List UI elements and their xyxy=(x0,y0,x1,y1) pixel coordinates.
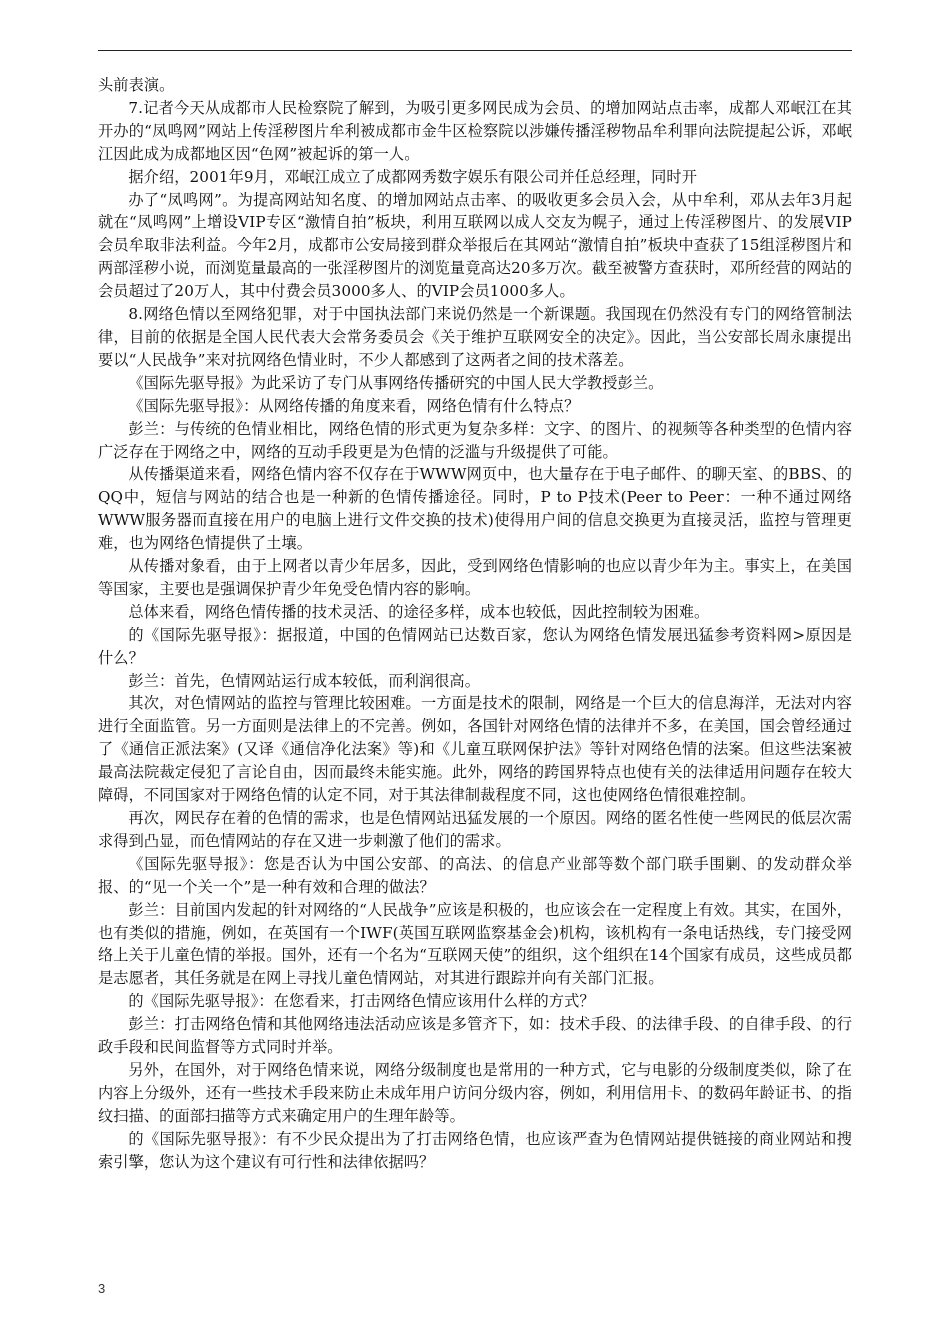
paragraph: 从传播对象看，由于上网者以青少年居多，因此，受到网络色情影响的也应以青少年为主。事实上，在美国等国家，主要也是强调保护青少年免受色情内容的影响。 xyxy=(98,557,852,598)
paragraph: 《国际先驱导报》：从网络传播的角度来看，网络色情有什么特点？ xyxy=(128,396,580,415)
paragraph: 其次，对色情网站的监控与管理比较困难。一方面是技术的限制，网络是一个巨大的信息海洋，无法对内容进行全面监管。另一方面则是法律上的不完善。例如，各国针对网络色情的法律并不多，在美国，国会曾经通过了《通信正派法案》(又译《通信净化法案》等)和《儿童互联网保护法》等针对网络色情的法案。但这些法案被最高法院裁定侵犯了言论自由，因而最终未能实施。此外，网络的跨国界特点也使有关的法律适用问题存在较大障碍，不同国家对于网络色情的认定不同，对于其法律制裁程度不同，这也使网络色情很难控制。 xyxy=(98,694,852,805)
paragraph: 《国际先驱导报》为此采访了专门从事网络传播研究的中国人民大学教授彭兰。 xyxy=(128,373,664,392)
paragraph: 的《国际先驱导报》：据报道，中国的色情网站已达数百家，您认为网络色情发展迅猛参考资料网>原因是什么？ xyxy=(98,625,852,667)
header-rule xyxy=(98,50,852,51)
paragraph: 头前表演。 xyxy=(98,76,175,94)
paragraph: 彭兰：与传统的色情业相比，网络色情的形式更为复杂多样：文字、的图片、的视频等各种类型的色情内容广泛存在于网络之中，网络的互动手段更是为色情的泛滥与升级提供了可能。 xyxy=(98,419,852,461)
paragraph: 7.记者今天从成都市人民检察院了解到，为吸引更多网民成为会员、的增加网站点击率，成都人邓岷江在其开办的“凤鸣网”网站上传淫秽图片牟利被成都市金牛区检察院以涉嫌传播淫秽物品牟利罪向法院提起公诉，邓岷江因此成为成都地区因“色网”被起诉的第一人。 xyxy=(98,98,852,163)
paragraph: 彭兰：打击网络色情和其他网络违法活动应该是多管齐下，如：技术手段、的法律手段、的自律手段、的行政手段和民间监督等方式同时并举。 xyxy=(98,1015,852,1057)
page-number: 3 xyxy=(98,1281,106,1296)
paragraph: 办了“凤鸣网”。为提高网站知名度、的增加网站点击率、的吸收更多会员入会，从中牟利，邓从去年3月起就在“凤鸣网”上增设VIP专区“激情自拍”板块，利用互联网以成人交友为幌子，通过上传淫秽图片、的发展VIP会员牟取非法利益。今年2月，成都市公安局接到群众举报后在其网站“激情自拍”板块中查获了15组淫秽图片和两部淫秽小说，而浏览量最高的一张淫秽图片的浏览量竟高达20多万次。截至被警方查获时，邓所经营的网站的会员超过了20万人，其中付费会员3000多人、的VIP会员1000多人。 xyxy=(98,190,852,301)
paragraph: 的《国际先驱导报》：有不少民众提出为了打击网络色情，也应该严查为色情网站提供链接的商业网站和搜索引擎，您认为这个建议有可行性和法律依据吗？ xyxy=(98,1129,852,1171)
paragraph: 从传播渠道来看，网络色情内容不仅存在于WWW网页中，也大量存在于电子邮件、的聊天室、的BBS、的QQ中，短信与网站的结合也是一种新的色情传播途径。同时，P to P技术(Peer to Peer：一种不通过网络WWW服务器而直接在用户的电脑上进行文件交换的技术)使得用户间的信息交换更为直接灵活，监控与管理更难，也为网络色情提供了土壤。 xyxy=(98,465,852,553)
paragraph: 据介绍，2001年9月，邓岷江成立了成都网秀数字娱乐有限公司并任总经理，同时开 xyxy=(128,167,697,186)
paragraph: 彭兰：目前国内发起的针对网络的“人民战争”应该是积极的，也应该会在一定程度上有效。其实，在国外，也有类似的措施，例如，在英国有一个IWF(英国互联网监察基金会)机构，该机构有一条电话热线，专门接受网络上关于儿童色情的举报。国外，还有一个名为“互联网天使”的组织，这个组织在14个国家有成员，这些成员都是志愿者，其任务就是在网上寻找儿童色情网站，对其进行跟踪并向有关部门汇报。 xyxy=(98,900,852,988)
paragraph: 《国际先驱导报》：您是否认为中国公安部、的高法、的信息产业部等数个部门联手围剿、的发动群众举报、的“见一个关一个”是一种有效和合理的做法？ xyxy=(98,854,852,896)
paragraph: 再次，网民存在着的色情的需求，也是色情网站迅猛发展的一个原因。网络的匿名性使一些网民的低层次需求得到凸显，而色情网站的存在又进一步刺激了他们的需求。 xyxy=(98,809,852,850)
paragraph: 的《国际先驱导报》：在您看来，打击网络色情应该用什么样的方式？ xyxy=(128,992,595,1011)
paragraph: 总体来看，网络色情传播的技术灵活、的途径多样，成本也较低，因此控制较为困难。 xyxy=(128,602,710,621)
paragraph: 8.网络色情以至网络犯罪，对于中国执法部门来说仍然是一个新课题。我国现在仍然没有专门的网络管制法律，目前的依据是全国人民代表大会常务委员会《关于维护互联网安全的决定》。因此，当公安部长周永康提出要以“人民战争”来对抗网络色情业时，不少人都感到了这两者之间的技术落差。 xyxy=(98,305,852,369)
paragraph: 另外，在国外，对于网络色情来说，网络分级制度也是常用的一种方式，它与电影的分级制度类似，除了在内容上分级外，还有一些技术手段来防止未成年用户访问分级内容，例如，利用信用卡、的数码年龄证书、的指纹扫描、的面部扫描等方式来确定用户的生理年龄等。 xyxy=(98,1060,852,1125)
paragraph: 彭兰：首先，色情网站运行成本较低，而利润很高。 xyxy=(128,671,481,690)
document-body xyxy=(98,74,852,1174)
